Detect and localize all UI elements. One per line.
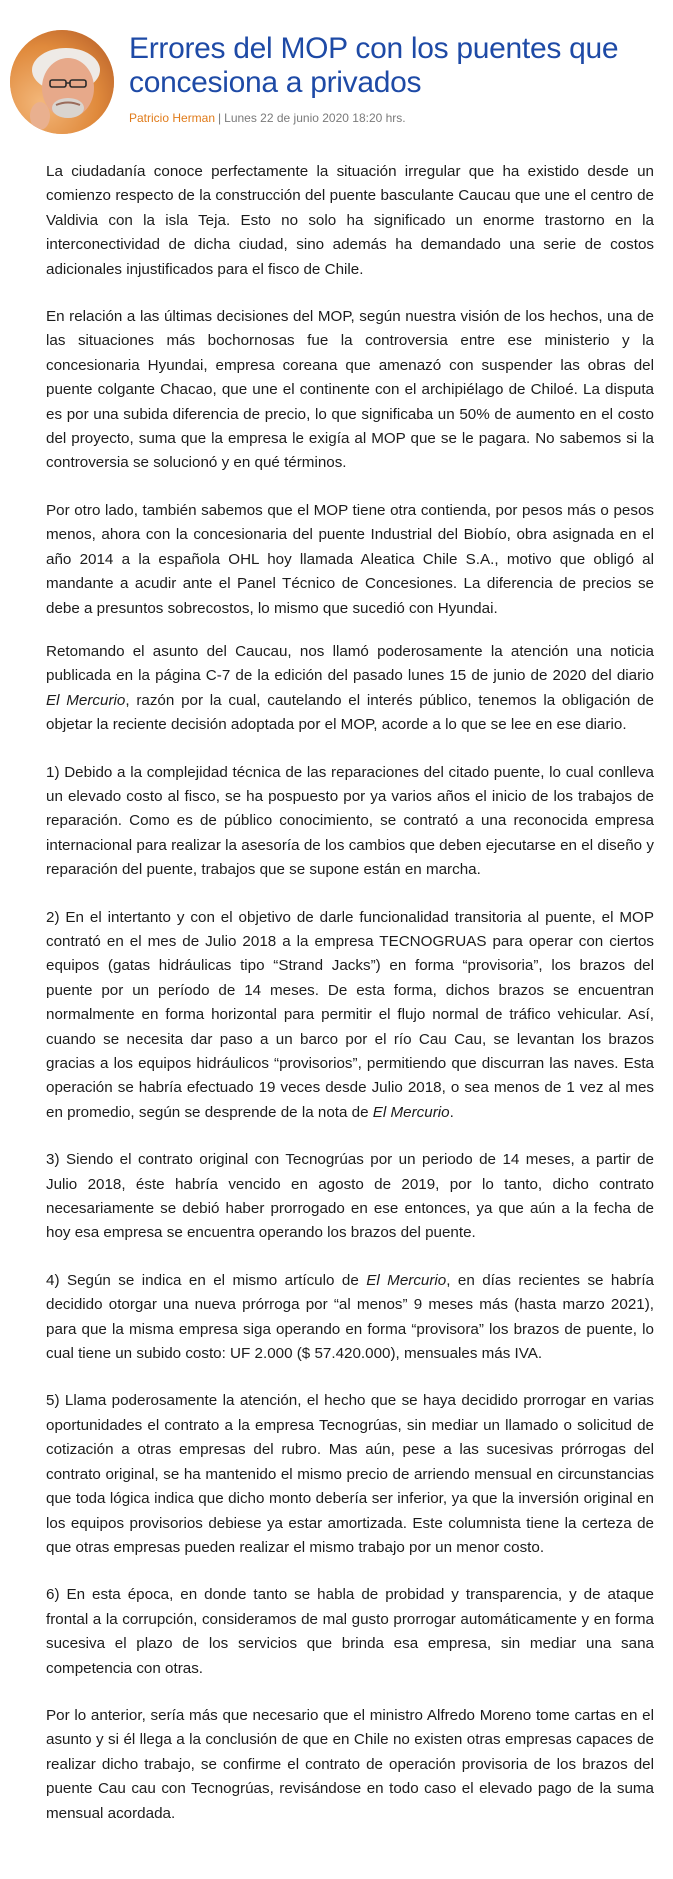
paragraph-4-text-a: Retomando el asunto del Caucau, nos llamó poderosamente la atención una noticia publicada en la página C-7 de la edición del pasado lunes 15 de junio de 2020 del diario [46, 642, 654, 685]
paragraph-item-5: 5) Llama poderosamente la atención, el hecho que se haya decidido prorrogar en varias oportunidades el contrato a la empresa Tecnogrúas, sin mediar un llamado o solicitud de cotización a otras empresas del rubro. Mas aún, pese a las sucesivas prórrogas del contrato original, se ha mantenido el mismo precio de arriendo mensual en circunstancias que toda lógica indica que dicho monto debería ser inferior, ya que la inversión original en los equipos provisorios debiese ya estar amortizada. Este columnista tiene la certeza de que otras empresas pueden realizar el mismo trabajo por un menor costo. [46, 1392, 654, 1556]
article-header [0, 0, 673, 150]
publish-date: Lunes 22 de junio 2020 18:20 hrs. [224, 111, 406, 125]
paragraph-item-2 [46, 906, 654, 1126]
paragraph-4-text-b: , razón por la cual, cautelando el interés público, tenemos la obligación de objetar la reciente decisión adoptada por el MOP, acorde a lo que se lee en ese diario. [46, 691, 654, 734]
paragraph-item-4-text-a: 4) Según se indica en el mismo artículo de [46, 1271, 367, 1289]
author-avatar [10, 30, 114, 134]
paragraph-item-2-text-a: 2) En el intertanto y con el objetivo de darle funcionalidad transitoria al puente, el MOP contrató en el mes de Julio 2018 a la empresa TECNOGRUAS para operar con ciertos equipos (gatas hidráulicas tipo “Strand Jacks”) en forma “provisoria”, los brazos del puente por un período de 14 meses. De esta forma, dichos brazos se encuentran normalmente en forma horizontal para permitir el flujo normal de tráfico vehicular. Así, cuando se necesita dar paso a un barco por el río Cau Cau, se levantan los brazos gracias a los equipos hidráulicos “provisorios”, permitiendo que discurran las naves. Esta operación se habría efectuado 19 veces desde Julio 2018, o sea menos de 1 vez al mes en promedio, según se desprende de la nota de [46, 908, 654, 1121]
paragraph-item-1: 1) Debido a la complejidad técnica de las reparaciones del citado puente, lo cual conlleva un elevado costo al fisco, se ha pospuesto por ya varios años el inicio de los trabajos de reparación. Como es de público conocimiento, se contrató a una reconocida empresa internacional para realizar la asesoría de los cambios que deben ejecutarse en el diseño y reparación del puente, trabajos que se supone están en marcha. [46, 763, 654, 879]
paragraph-item-3: 3) Siendo el contrato original con Tecnogrúas por un periodo de 14 meses, a partir de Julio 2018, éste habría vencido en agosto de 2019, por lo tanto, dicho contrato necesariamente se debió haber prorrogado en ese entonces, ya que aún a la fecha de hoy esa empresa se encuentra operando los brazos del puente. [46, 1151, 654, 1242]
author-link[interactable]: Patricio Herman [129, 111, 216, 125]
byline [129, 111, 406, 125]
paragraph-1: La ciudadanía conoce perfectamente la situación irregular que ha existido desde un comienzo respecto de la construcción del puente basculante Caucau que une el centro de Valdivia con la isla Teja. Esto no solo ha significado un enorme trastorno en la interconectividad de dicha ciudad, sino además ha demandado una serie de costos adicionales injustificados para el fisco de Chile. [46, 163, 654, 278]
paragraph-conclusion: Por lo anterior, sería más que necesario que el ministro Alfredo Moreno tome cartas en el asunto y si él llega a la conclusión de que en Chile no existen otras empresas capaces de realizar dicho trabajo, se confirme el contrato de operación provisoria de los brazos del puente Cau cau con Tecnogrúas, revisándose en todo caso el elevado pago de la suma mensual acordada. [46, 1706, 654, 1822]
article-title: Errores del MOP con los puentes que concesiona a privados [129, 32, 619, 99]
paragraph-2: En relación a las últimas decisiones del MOP, según nuestra visión de los hechos, una de las situaciones más bochornosas fue la controversia entre ese ministerio y la concesionaria Hyundai, empresa coreana que amenazó con suspender las obras del puente colgante Chacao, que une el continente con el archipiélago de Chiloé. La disputa es por una subida diferencia de precio, lo que significaba un 50% de aumento en el costo del proyecto, suma que la empresa le exigía al MOP que se le pagara. No sabemos si la controversia se solucionó y en qué términos. [46, 308, 654, 472]
byline-separator: | [218, 111, 222, 125]
paragraph-item-2-text-b: . [449, 1103, 454, 1121]
paragraph-4 [46, 640, 654, 738]
newspaper-name: El Mercurio [366, 1271, 447, 1289]
author-photo-icon [10, 30, 114, 134]
article-body [46, 160, 654, 1849]
paragraph-item-6: 6) En esta época, en donde tanto se habla de probidad y transparencia, y de ataque frontal a la corrupción, consideramos de mal gusto prorrogar automáticamente y en forma sucesiva el plazo de los servicios que brinda esa empresa, sin mediar una sana competencia con otras. [46, 1586, 654, 1677]
newspaper-name: El Mercurio [372, 1103, 450, 1121]
paragraph-item-4 [46, 1269, 654, 1367]
paragraph-3: Por otro lado, también sabemos que el MOP tiene otra contienda, por pesos más o pesos menos, ahora con la concesionaria del puente Industrial del Biobío, obra asignada en el año 2014 a la española OHL hoy llamada Aleatica Chile S.A., motivo que obligó al mandante a acudir ante el Panel Técnico de Concesiones. La diferencia de precios se debe a presuntos sobrecostos, lo mismo que sucedió con Hyundai. [46, 501, 654, 617]
paragraph-item-4-text-b: , en días recientes se habría decidido otorgar una nueva prórroga por “al menos” 9 meses más (hasta marzo 2021), para que la misma empresa siga operando en forma “provisora” los brazos de puente, lo cual tiene un subido costo: UF 2.000 ($ 57.420.000), mensuales más IVA. [46, 1271, 654, 1363]
newspaper-name: El Mercurio [46, 691, 126, 709]
